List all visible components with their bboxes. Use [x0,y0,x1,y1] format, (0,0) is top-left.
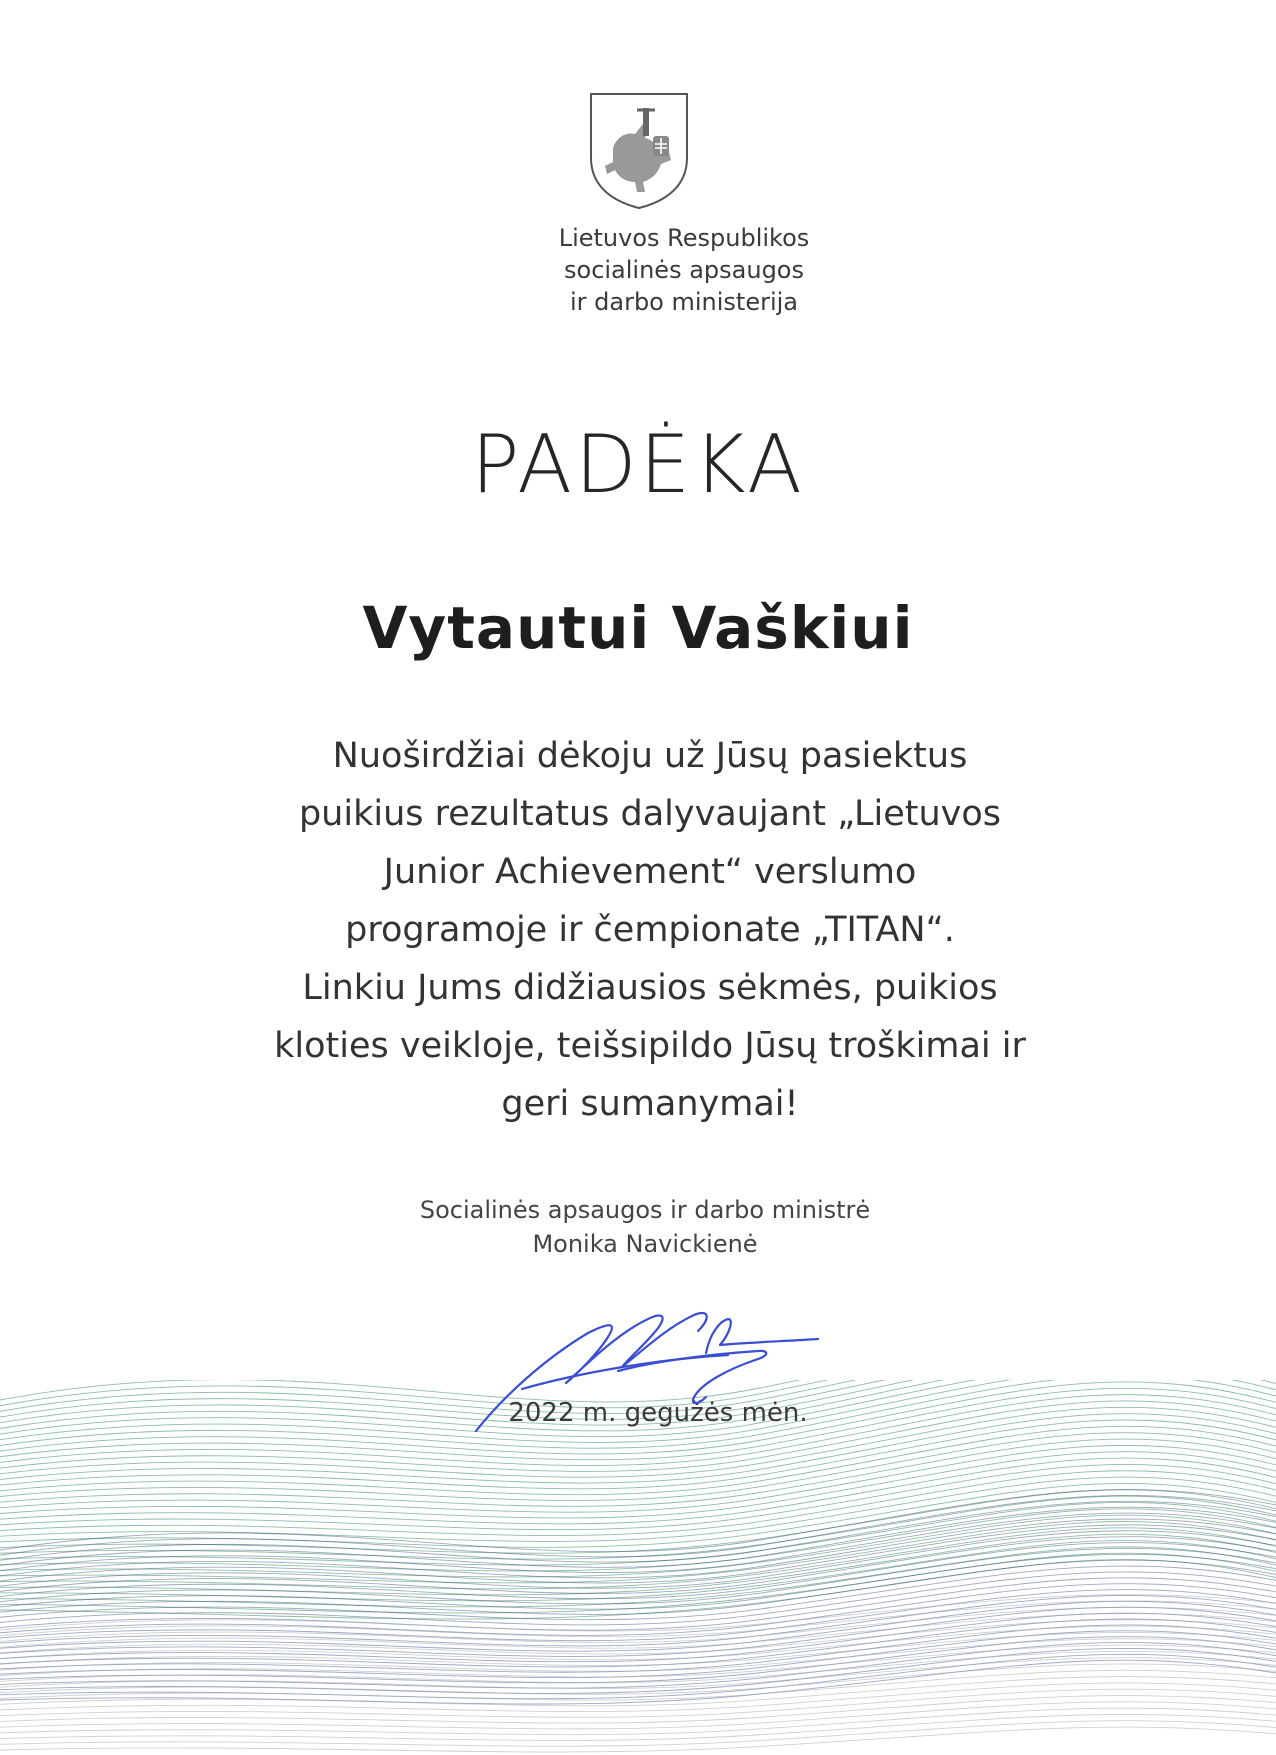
body-line: Nuoširdžiai dėkoju už Jūsų pasiektus [332,736,968,776]
issue-date-text: 2022 m. gegužės mėn. [508,1398,808,1428]
body-line: puikius rezultatus dalyvaujant „Lietuvos [298,794,1002,834]
coat-of-arms-icon [583,88,695,210]
body-line: geri sumanymai! [501,1084,799,1124]
ministry-line-3: ir darbo ministerija [569,288,799,316]
body-line: Junior Achievement“ verslumo [383,852,917,892]
wave-line [0,1721,1276,1747]
body-text [160,727,1140,1133]
signature-icon [458,1293,838,1443]
wave-line [0,1651,1276,1682]
wave-line [0,1560,1276,1619]
ministry-line-1: Lietuvos Respublikos [558,224,810,252]
body-line: Linkiu Jums didžiausios sėkmės, puikios [302,968,998,1008]
signatory-block [0,1193,1276,1261]
recipient-name: Vytautui Vaškiui [362,594,914,662]
signatory-position: Socialinės apsaugos ir darbo ministrė [419,1196,871,1224]
ministry-name [0,222,1276,318]
body-paragraph-2 [160,959,1140,1133]
document-title: PADĖKA [471,418,805,511]
wave-line [0,1578,1276,1630]
body-line: kloties veikloje, teišsipildo Jūsų troškimai ir [274,1026,1026,1066]
body-line: programoje ir čempionate „TITAN“. [345,910,955,950]
body-paragraph-1 [160,727,1140,959]
wave-line [0,1584,1276,1636]
ministry-line-2: socialinės apsaugos [564,256,804,284]
signatory-name: Monika Navickienė [532,1230,758,1258]
